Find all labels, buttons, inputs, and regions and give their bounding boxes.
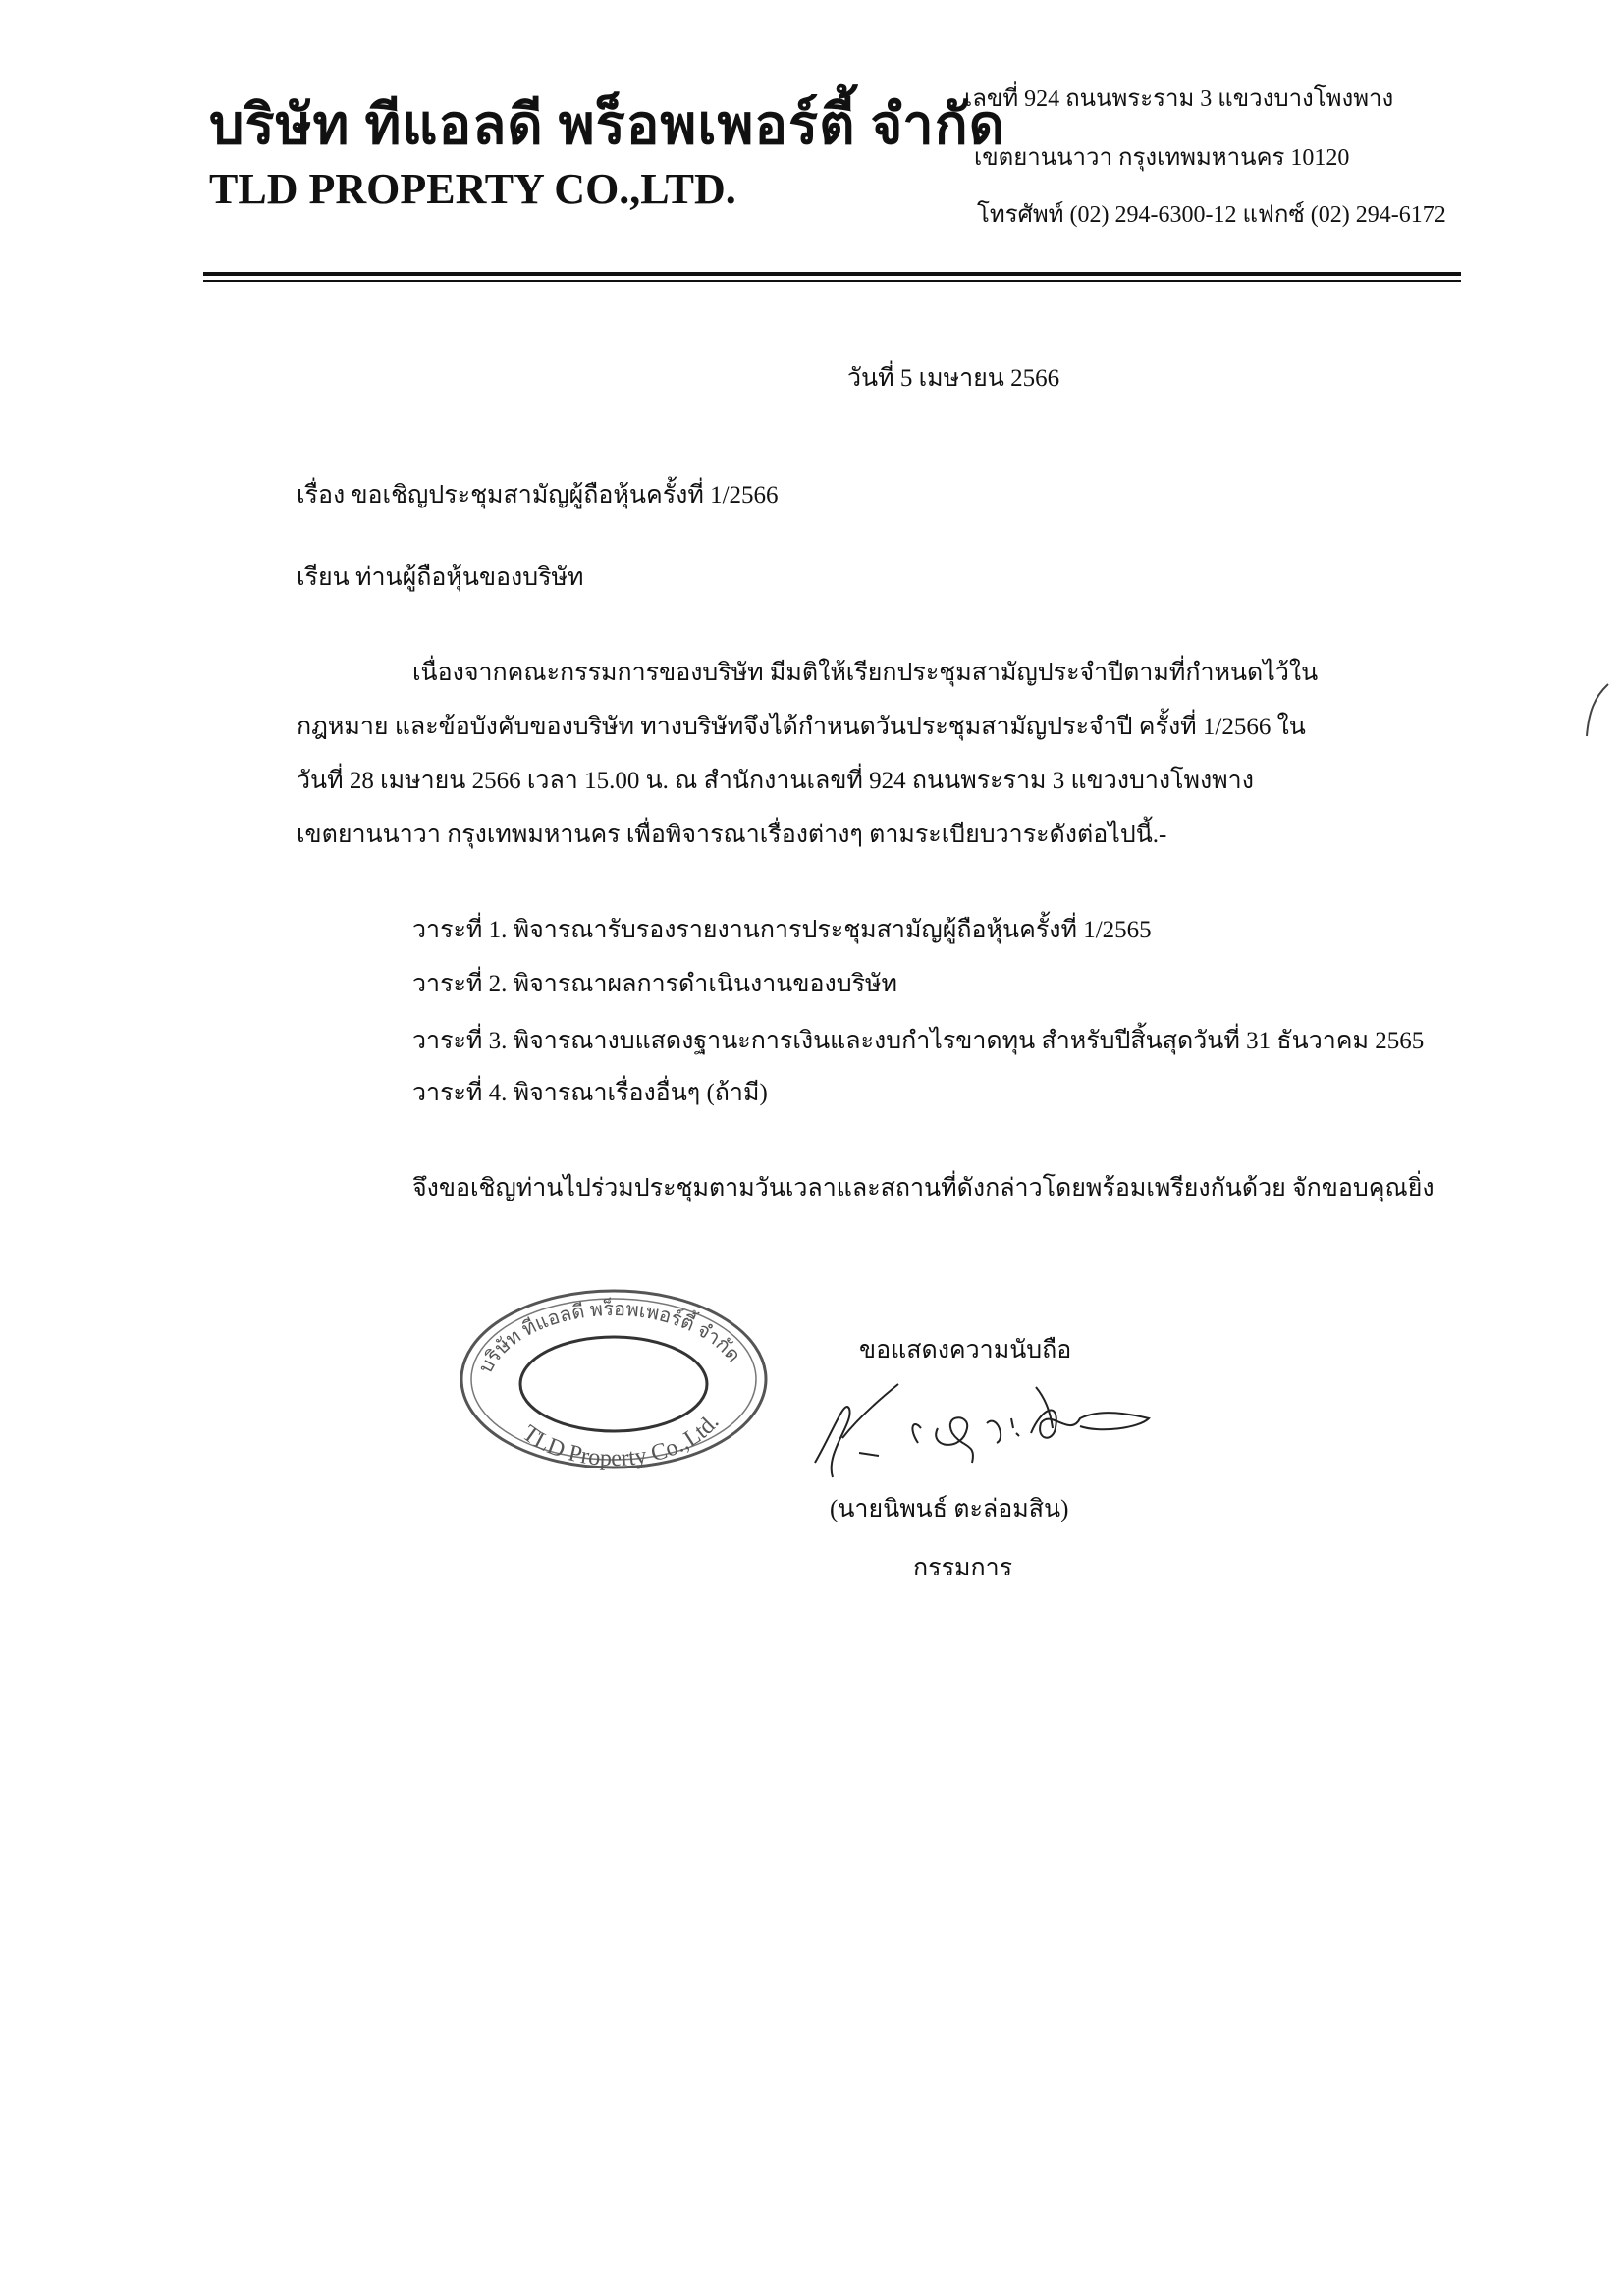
company-name-english: TLD PROPERTY CO.,LTD.	[209, 165, 736, 213]
letterhead-divider-thin	[203, 280, 1461, 282]
closing-salutation: ขอแสดงความนับถือ	[859, 1337, 1072, 1363]
agenda-item-3: วาระที่ 3. พิจารณางบแสดงฐานะการเงินและงบกำไรขาดทุน สำหรับปีสิ้นสุดวันที่ 31 ธันวาคม 2565	[412, 1028, 1425, 1054]
letterhead-divider-thick	[203, 272, 1461, 276]
signer-name: (นายนิพนธ์ ตะล่อมสิน)	[830, 1496, 1069, 1522]
seal-thai-text: บริษัท ทีแอลดี พร็อพเพอร์ตี้ จำกัด	[474, 1298, 745, 1377]
agenda-item-4: วาระที่ 4. พิจารณาเรื่องอื่นๆ (ถ้ามี)	[412, 1080, 768, 1106]
seal-english-text: TLD Property Co.,Ltd.	[517, 1410, 725, 1472]
paragraph-line: วันที่ 28 เมษายน 2566 เวลา 15.00 น. ณ สำนักงานเลขที่ 924 ถนนพระราม 3 แขวงบางโพงพาง	[297, 768, 1254, 794]
letter-recipient: เรียน ท่านผู้ถือหุ้นของบริษัท	[297, 564, 584, 591]
contact-line: โทรศัพท์ (02) 294-6300-12 แฟกซ์ (02) 294-6172	[977, 202, 1446, 228]
letter-subject: เรื่อง ขอเชิญประชุมสามัญผู้ถือหุ้นครั้งที่ 1/2566	[297, 482, 779, 508]
agenda-item-2: วาระที่ 2. พิจารณาผลการดำเนินงานของบริษัท	[412, 971, 897, 997]
letter-date: วันที่ 5 เมษายน 2566	[847, 365, 1060, 392]
signer-position: กรรมการ	[913, 1555, 1013, 1581]
paragraph-line: กฎหมาย และข้อบังคับของบริษัท ทางบริษัทจึงได้กำหนดวันประชุมสามัญประจำปี ครั้งที่ 1/2566 ใน	[297, 714, 1306, 740]
handwritten-signature	[805, 1369, 1178, 1487]
margin-scan-mark	[1583, 682, 1612, 741]
agenda-item-1: วาระที่ 1. พิจารณารับรองรายงานการประชุมสามัญผู้ถือหุ้นครั้งที่ 1/2565	[412, 917, 1152, 943]
company-name-thai: บริษัท ทีแอลดี พร็อพเพอร์ตี้ จำกัด	[209, 95, 1005, 156]
paragraph-line: เขตยานนาวา กรุงเทพมหานคร เพื่อพิจารณาเรื่องต่างๆ ตามระเบียบวาระดังต่อไปนี้.-	[297, 822, 1167, 848]
invitation-text: จึงขอเชิญท่านไปร่วมประชุมตามวันเวลาและสถานที่ดังกล่าวโดยพร้อมเพรียงกันด้วย จักขอบคุณยิ่ง	[412, 1175, 1435, 1201]
paragraph-line: เนื่องจากคณะกรรมการของบริษัท มีมติให้เรียกประชุมสามัญประจำปีตามที่กำหนดไว้ใน	[412, 660, 1319, 686]
address-line-1: เลขที่ 924 ถนนพระราม 3 แขวงบางโพงพาง	[964, 86, 1394, 112]
company-seal	[457, 1286, 771, 1472]
address-line-2: เขตยานนาวา กรุงเทพมหานคร 10120	[974, 145, 1350, 171]
